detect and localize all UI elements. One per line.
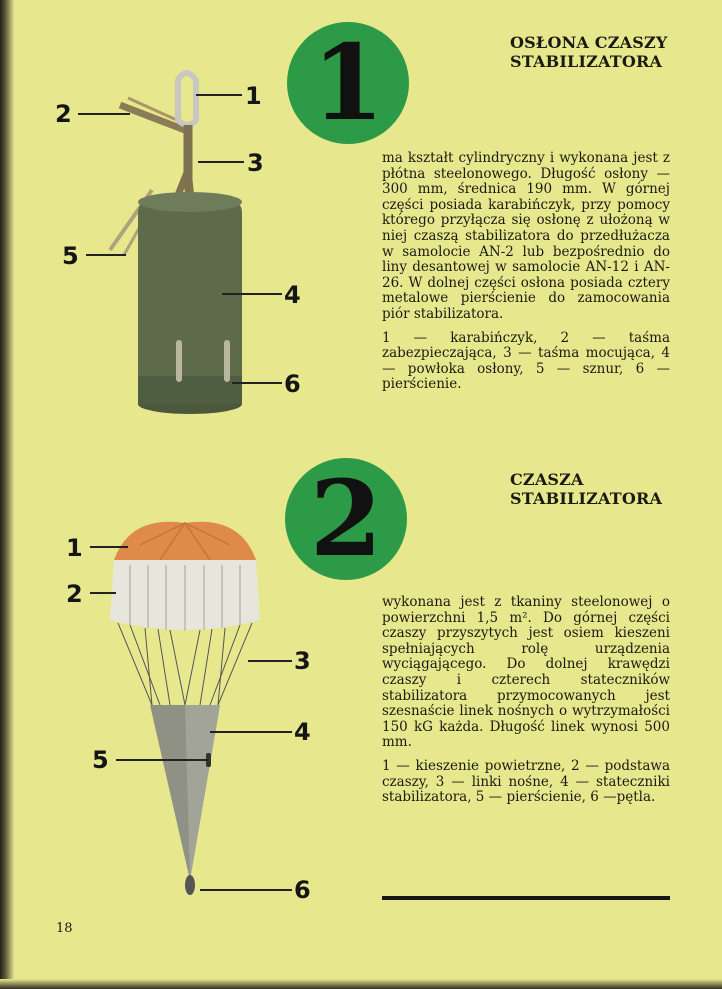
s2-leader-6 <box>200 889 292 891</box>
section-1-text <box>382 151 670 401</box>
s2-callout-2: 2 <box>66 580 83 608</box>
s2-leader-4 <box>210 731 292 733</box>
s1-callout-4: 4 <box>284 281 301 309</box>
s1-callout-6: 6 <box>284 370 301 398</box>
s2-leader-2 <box>90 592 116 594</box>
section-1-badge <box>287 22 409 144</box>
s2-leader-1 <box>90 546 128 548</box>
s2-leader-3 <box>248 660 292 662</box>
s1-callout-2: 2 <box>55 100 72 128</box>
s1-leader-4 <box>222 293 282 295</box>
s2-callout-4: 4 <box>294 718 311 746</box>
bottom-rule <box>382 896 670 900</box>
section-2-text <box>382 595 670 814</box>
s2-callout-1: 1 <box>66 534 83 562</box>
section-1-paragraph: ma kształt cylindryczny i wykonana jest z płótna steelonowego. Długość osłony — 300 mm, średnica 190 mm. W górnej części posiada karabińczyk, przy pomocy którego przyłącza się osłonę z ułożoną w niej czaszą stabilizatora do przedłużacza w samolocie AN-2 lub bezpośrednio do liny desantowej w samolocie AN-12 i AN-26. W dolnej części osłona posiada cztery metalowe pierścienie do zamocowania piór stabilizatora. <box>382 150 670 322</box>
section-1-title-line2: STABILIZATORA <box>510 52 663 71</box>
section-2-number: 2 <box>309 457 383 580</box>
s1-callout-5: 5 <box>62 242 79 270</box>
s1-callout-1: 1 <box>245 82 262 110</box>
s1-callout-3: 3 <box>247 149 264 177</box>
stabilizer-canopy-illustration <box>100 515 270 900</box>
page-number: 18 <box>56 921 73 936</box>
s1-leader-6 <box>232 382 282 384</box>
section-1-title-line1: OSŁONA CZASZY <box>510 33 668 52</box>
section-2-title <box>510 470 662 508</box>
s1-leader-3 <box>198 161 244 163</box>
section-2-title-line2: STABILIZATORA <box>510 489 663 508</box>
s2-callout-5: 5 <box>92 746 109 774</box>
s2-callout-6: 6 <box>294 876 311 904</box>
s1-leader-2 <box>78 113 130 115</box>
s1-leader-5 <box>86 254 126 256</box>
section-2-legend: 1 — kieszenie powietrzne, 2 — podstawa czaszy, 3 — linki nośne, 4 — stateczniki stabilizatora, 5 — pierścienie, 6 —pętla. <box>382 757 670 806</box>
page-binding-shadow <box>0 0 14 989</box>
s2-leader-5 <box>116 759 208 761</box>
section-1-title <box>510 33 667 71</box>
section-2-badge <box>285 458 407 580</box>
section-2-paragraph: wykonana jest z tkaniny steelonowej o powierzchni 1,5 m². Do górnej części czaszy przyszytych jest osiem kieszeni spełniających rolę urządzenia wyciągającego. Do dolnej krawędzi czaszy i czterech stateczników stabilizatora przymocowanych jest szesnaście linek nośnych o wytrzymałości 150 kG każda. Długość linek wynosi 500 mm. <box>382 594 670 751</box>
section-2-title-line1: CZASZA <box>510 470 584 489</box>
page-bottom-edge <box>0 979 722 989</box>
section-1-number: 1 <box>311 21 385 144</box>
s1-leader-1 <box>196 94 242 96</box>
section-1-legend: 1 — karabińczyk, 2 — taśma zabezpieczająca, 3 — taśma mocująca, 4 — powłoka osłony, 5 — sznur, 6 — pierścienie. <box>382 329 670 393</box>
s2-callout-3: 3 <box>294 647 311 675</box>
